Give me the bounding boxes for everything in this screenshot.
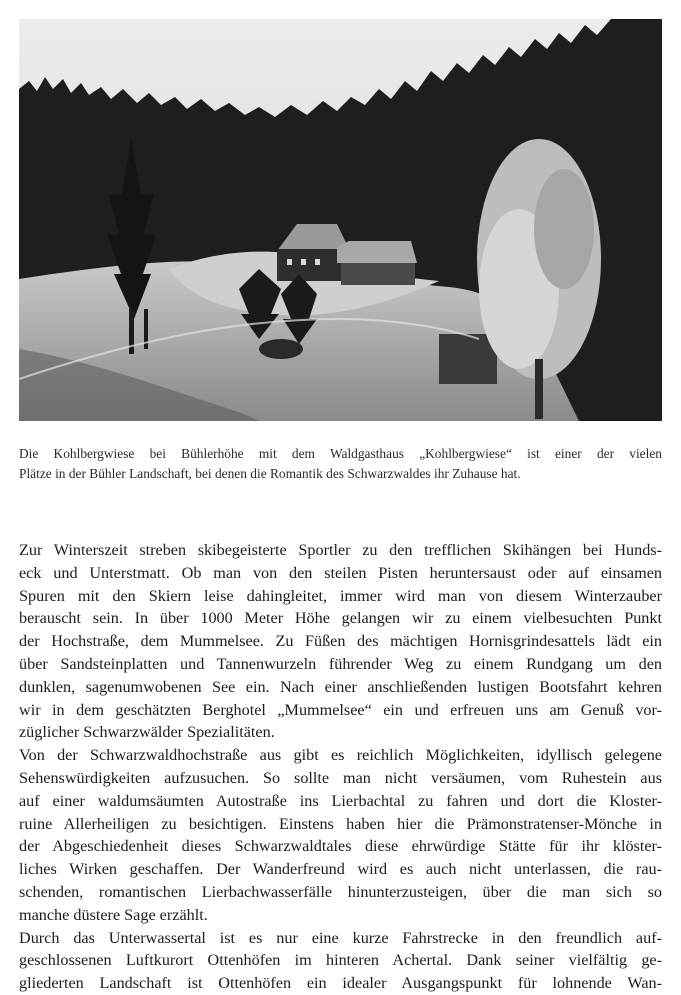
body-text — [19, 539, 662, 995]
text-line: schenden, romantischen Lierbachwasserfälle hinunterzusteigen, über die man sich so — [19, 882, 662, 901]
text-line: auf einer waldumsäumten Autostraße ins Lierbachtal zu fahren und dort die Kloster- — [19, 791, 662, 810]
photo-illustration — [19, 19, 662, 421]
text-line: eck und Unterstmatt. Ob man von den steilen Pisten heruntersaust oder auf einsamen — [19, 563, 662, 582]
landscape-photo — [19, 19, 662, 421]
text-line: manche düstere Sage erzählt. — [19, 905, 208, 924]
text-line: über Sandsteinplatten und Tannenwurzeln führender Weg zu einem Rundgang um den — [19, 654, 662, 673]
photo-caption — [19, 444, 662, 484]
text-line: der Abgeschiedenheit dieses Schwarzwaldtales diese ehrwürdige Stätte für ihr klöster- — [19, 837, 662, 856]
text-line: dunklen, sagenumwobenen See ein. Nach einer anschließenden lustigen Bootsfahrt kehren — [19, 677, 662, 696]
text-line: gliederten Landschaft ist Ottenhöfen ein idealer Ausgangspunkt für lohnende Wan- — [19, 974, 662, 993]
text-line: der Hochstraße, dem Mummelsee. Zu Füßen des mächtigen Hornisgrindesattels lädt ein — [19, 632, 662, 651]
caption-line: Die Kohlbergwiese bei Bühlerhöhe mit dem Waldgasthaus „Kohlbergwiese“ ist einer der vielen — [19, 446, 662, 461]
caption-line: Plätze in der Bühler Landschaft, bei denen die Romantik des Schwarzwaldes ihr Zuhause hat. — [19, 466, 521, 481]
text-line: züglicher Schwarzwälder Spezialitäten. — [19, 723, 275, 742]
text-line: ruine Allerheiligen zu besichtigen. Einstens haben hier die Prämonstratenser-Mönche in — [19, 814, 662, 833]
text-line: berauscht sein. In über 1000 Meter Höhe gelangen wir zu einem vielbesuchten Punkt — [19, 609, 662, 628]
text-line: Sehenswürdigkeiten aufzusuchen. So sollte man nicht versäumen, vom Ruhestein aus — [19, 768, 662, 787]
text-line: Von der Schwarzwaldhochstraße aus gibt es reichlich Möglichkeiten, idyllisch gelegene — [19, 746, 662, 765]
text-line: liches Wirken geschaffen. Der Wanderfreund wird es auch nicht unterlassen, die rau- — [19, 860, 662, 879]
text-line: geschlossenen Luftkurort Ottenhöfen im hinteren Achertal. Dank seiner vielfältig ge- — [19, 951, 662, 970]
shed — [439, 334, 497, 384]
text-line: Zur Winterszeit streben skibegeisterte Sportler zu den trefflichen Skihängen bei Hunds- — [19, 541, 662, 559]
text-line: wir in dem geschätzten Berghotel „Mummelsee“ ein und erfreuen uns am Genuß vor- — [19, 700, 662, 719]
text-line: Spuren mit den Skiern leise dahingleitet, immer wird man von diesem Winterzauber — [19, 586, 662, 605]
text-line: Durch das Unterwassertal ist es nur eine kurze Fahrstrecke in den freundlich auf- — [19, 928, 662, 947]
